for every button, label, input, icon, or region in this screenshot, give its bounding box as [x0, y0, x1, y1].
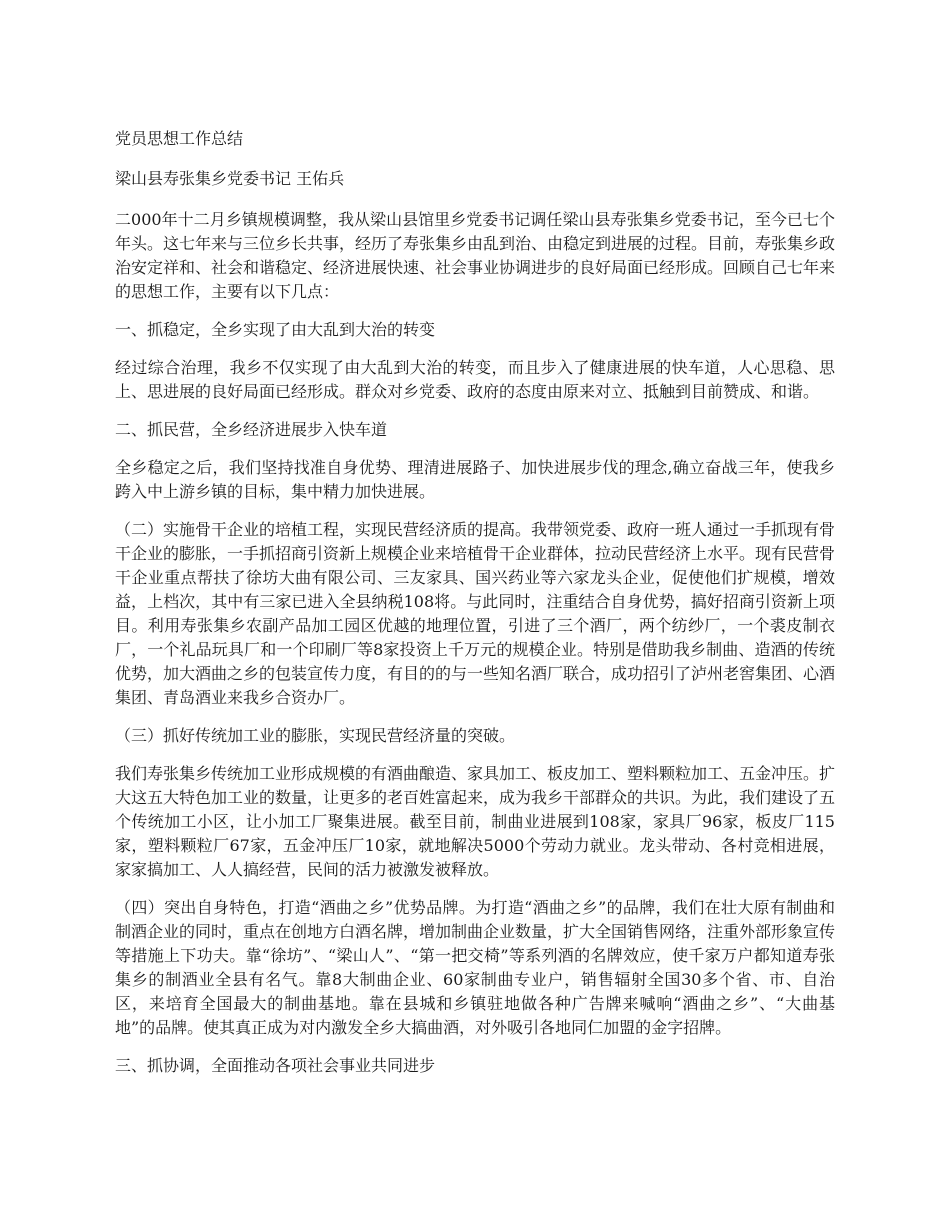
- subsection-heading-3: （三）抓好传统加工业的膨胀，实现民营经济量的突破。: [115, 726, 516, 745]
- section-heading-2: 二、抓民营，全乡经济进展步入快车道: [115, 420, 388, 439]
- paragraph-traditional-industry: 我们寿张集乡传统加工业形成规模的有酒曲酿造、家具加工、板皮加工、塑料颗粒加工、五金冲压。扩大这五大特色加工业的数量，让更多的老百姓富起来，成为我乡干部群众的共识。为此，我们建设了五个传统加工小区，让小加工厂聚集进展。截至目前，制曲业进展到108家，家具厂96家，板皮厂115家，塑料颗粒厂67家，五金冲压厂10家，就地解决5000个劳动力就业。龙头带动、各村竞相进展，家家搞加工、人人搞经营，民间的活力被激发被释放。: [115, 764, 836, 879]
- section-heading-1: 一、抓稳定，全乡实现了由大乱到大治的转变: [115, 320, 436, 339]
- section-heading-3: 三、抓协调，全面推动各项社会事业共同进步: [115, 1056, 436, 1075]
- paragraph-brand: （四）突出自身特色，打造“酒曲之乡”优势品牌。为打造“酒曲之乡”的品牌，我们在壮大原有制曲和制酒企业的同时，重点在创地方白酒名牌，增加制曲企业数量，扩大全国销售网络，注重外部形象宣传等措施上下功夫。靠“徐坊”、“梁山人”、“第一把交椅”等系列酒的名牌效应，使千家万户都知道寿张集乡的制酒业全县有名气。靠8大制曲企业、60家制曲专业户，销售辐射全国30多个省、市、自治区，来培育全国最大的制曲基地。靠在县城和乡镇驻地做各种广告牌来喊响“酒曲之乡”、“大曲基地”的品牌。使其真正成为对内激发全乡大搞曲酒，对外吸引各地同仁加盟的金字招牌。: [115, 898, 836, 1037]
- paragraph-private-economy: 全乡稳定之后，我们坚持找准自身优势、理清进展路子、加快进展步伐的理念,确立奋战三年，使我乡跨入中上游乡镇的目标，集中精力加快进展。: [115, 458, 835, 501]
- document-page: [115, 128, 835, 1092]
- author-line: 梁山县寿张集乡党委书记 王佑兵: [115, 169, 345, 188]
- document-title: 党员思想工作总结: [115, 129, 244, 148]
- paragraph-backbone-enterprises: （二）实施骨干企业的培植工程，实现民营经济质的提高。我带领党委、政府一班人通过一手抓现有骨干企业的膨胀，一手抓招商引资新上规模企业来培植骨干企业群体，拉动民营经济上水平。现有民营骨干企业重点帮扶了徐坊大曲有限公司、三友家具、国兴药业等六家龙头企业，促使他们扩规模，增效益，上档次，其中有三家已进入全县纳税108将。与此同时，注重结合自身优势，搞好招商引资新上项目。利用寿张集乡农副产品加工园区优越的地理位置，引进了三个酒厂，两个纺纱厂，一个裘皮制衣厂，一个礼品玩具厂和一个印刷厂等8家投资上千万元的规模企业。特别是借助我乡制曲、造酒的传统优势，加大酒曲之乡的包装宣传力度，有目的的与一些知名酒厂联合，成功招引了泸州老窖集团、心酒集团、青岛酒业来我乡合资办厂。: [115, 520, 836, 707]
- paragraph-stability: 经过综合治理，我乡不仅实现了由大乱到大治的转变，而且步入了健康进展的快车道，人心思稳、思上、思进展的良好局面已经形成。群众对乡党委、政府的态度由原来对立、抵触到目前赞成、和谐。: [115, 358, 835, 401]
- paragraph-intro: 二000年十二月乡镇规模调整，我从梁山县馆里乡党委书记调任梁山县寿张集乡党委书记，至今已七个年头。这七年来与三位乡长共事，经历了寿张集乡由乱到治、由稳定到进展的过程。目前，寿张集乡政治安定祥和、社会和谐稳定、经济进展快速、社会事业协调进步的良好局面已经形成。回顾自己七年来的思想工作，主要有以下几点：: [115, 210, 836, 301]
